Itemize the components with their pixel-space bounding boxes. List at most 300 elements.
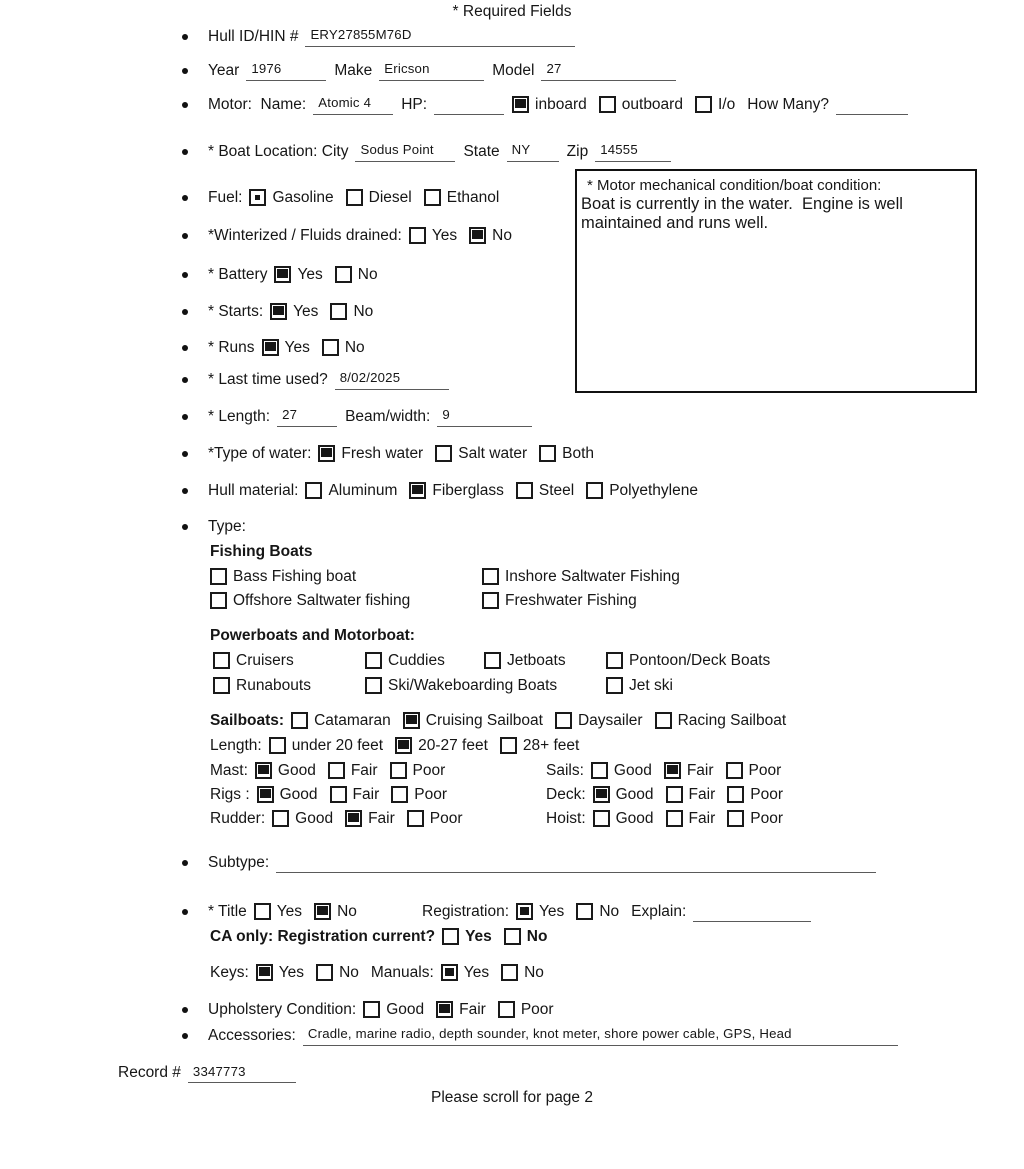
registration-no-checkbox[interactable] — [576, 903, 593, 920]
condition-box-title: * Motor mechanical condition/boat condition: — [587, 177, 882, 194]
bullet-icon — [182, 1007, 188, 1013]
sailboat-length-28-feet-checkbox[interactable] — [500, 737, 517, 754]
keys-manuals-yes-option[interactable] — [256, 964, 304, 982]
keys-manuals-no-label: No — [339, 963, 359, 981]
hull-material-label: Hull material: — [208, 481, 299, 499]
scroll-note: Please scroll for page 2 — [431, 1089, 593, 1106]
sailboats-label: Sailboats: — [210, 711, 285, 729]
sailboat-length-28-feet-option[interactable] — [500, 737, 579, 755]
rudder-poor-label: Poor — [429, 809, 463, 827]
sails-good-label: Good — [613, 761, 652, 779]
ski-wakeboarding-ski-wakeboarding-boats-checkbox[interactable] — [365, 677, 382, 694]
sailboats-cruising-sailboat-checkbox[interactable] — [403, 712, 420, 729]
motor-inboard-label: inboard — [535, 95, 587, 113]
keys-manuals-yes-label: Yes — [463, 963, 490, 981]
last-used-label: * Last time used? — [208, 370, 328, 388]
cuddies-cuddies-label: Cuddies — [388, 651, 445, 669]
upholstery-fair-label: Fair — [459, 1000, 486, 1018]
title-yes-option[interactable] — [254, 903, 302, 921]
fishing-boats-heading-row — [210, 541, 319, 562]
starts-no-checkbox[interactable] — [330, 303, 347, 320]
freshwater-fishing-freshwater-fishing-label: Freshwater Fishing — [505, 591, 637, 609]
sails-poor-checkbox[interactable] — [726, 762, 743, 779]
offshore-saltwater-offshore-saltwater-fishing-option[interactable] — [210, 592, 410, 610]
accessories-label: Accessories: — [208, 1026, 296, 1044]
cuddies-cuddies-option[interactable] — [365, 652, 445, 670]
bullet-icon — [182, 34, 188, 40]
title-row — [182, 901, 369, 922]
rigs-poor-checkbox[interactable] — [391, 786, 408, 803]
sailboats-racing-sailboat-checkbox[interactable] — [655, 712, 672, 729]
sails-poor-label: Poor — [748, 761, 782, 779]
registration-label: Registration: — [422, 902, 510, 920]
bullet-icon — [182, 524, 188, 530]
mast-fair-checkbox[interactable] — [328, 762, 345, 779]
hoist-good-option[interactable] — [593, 810, 654, 828]
bass-fishing-bass-fishing-boat-checkbox[interactable] — [210, 568, 227, 585]
water-type-salt-water-checkbox[interactable] — [435, 445, 452, 462]
motor-value: Atomic 4 — [318, 95, 372, 111]
hoist-poor-checkbox[interactable] — [727, 810, 744, 827]
mast-good-label: Good — [277, 761, 316, 779]
length-beam-label: Beam/width: — [345, 407, 431, 425]
fuel-gasoline-label: Gasoline — [272, 188, 334, 206]
mast-row — [210, 760, 457, 781]
length-beam-field[interactable] — [437, 407, 532, 427]
runs-yes-label: Yes — [284, 338, 310, 356]
runabouts-row — [213, 675, 323, 696]
length-beam-field[interactable] — [277, 407, 337, 427]
sailboats-daysailer-option[interactable] — [555, 712, 643, 730]
upholstery-poor-checkbox[interactable] — [498, 1001, 515, 1018]
inshore-saltwater-inshore-saltwater-fishing-option[interactable] — [482, 568, 680, 586]
keys-manuals-yes-checkbox[interactable] — [256, 964, 273, 981]
accessories-value: Cradle, marine radio, depth sounder, knot meter, shore power cable, GPS, Head — [307, 1026, 792, 1042]
upholstery-poor-option[interactable] — [498, 1001, 554, 1019]
motor-inboard-option[interactable] — [512, 96, 587, 114]
boat-location-field[interactable] — [595, 142, 671, 162]
water-type-salt-water-label: Salt water — [458, 444, 528, 462]
winterized-no-option[interactable] — [469, 227, 512, 245]
length-beam-label: * Length: — [208, 407, 271, 425]
deck-good-label: Good — [615, 785, 654, 803]
sailboats-racing-sailboat-label: Racing Sailboat — [677, 711, 787, 729]
keys-manuals-no-checkbox[interactable] — [501, 964, 518, 981]
jetboats-jetboats-option[interactable] — [484, 652, 566, 670]
hoist-fair-option[interactable] — [666, 810, 716, 828]
upholstery-good-label: Good — [386, 1000, 425, 1018]
sailboat-length-under-20-feet-checkbox[interactable] — [269, 737, 286, 754]
mast-poor-label: Poor — [412, 761, 446, 779]
deck-fair-option[interactable] — [666, 786, 716, 804]
hoist-poor-label: Poor — [750, 809, 783, 827]
type-label: Type: — [208, 517, 246, 535]
motor-i-o-label: I/o — [717, 95, 736, 113]
keys-manuals-no-option[interactable] — [316, 964, 359, 982]
sailboats-row — [210, 710, 798, 731]
starts-yes-checkbox[interactable] — [270, 303, 287, 320]
battery-label: * Battery — [208, 265, 268, 283]
ski-wakeboarding-ski-wakeboarding-boats-option[interactable] — [365, 677, 557, 695]
winterized-no-checkbox[interactable] — [469, 227, 486, 244]
runabouts-runabouts-label: Runabouts — [236, 676, 311, 694]
rudder-label: Rudder: — [210, 809, 266, 827]
mast-poor-option[interactable] — [390, 762, 446, 780]
rudder-row — [210, 808, 475, 829]
fuel-ethanol-option[interactable] — [424, 189, 500, 207]
jet-ski-jet-ski-label: Jet ski — [629, 676, 673, 694]
year-make-model-field[interactable] — [246, 61, 326, 81]
rudder-fair-checkbox[interactable] — [345, 810, 362, 827]
year-make-model-value: Ericson — [384, 61, 430, 77]
rudder-poor-option[interactable] — [407, 810, 463, 828]
fuel-gasoline-checkbox[interactable] — [249, 189, 266, 206]
deck-row — [546, 784, 795, 805]
registration-field[interactable] — [693, 902, 811, 922]
bullet-icon — [182, 451, 188, 457]
sails-fair-checkbox[interactable] — [664, 762, 681, 779]
starts-no-label: No — [353, 302, 374, 320]
hull-material-aluminum-checkbox[interactable] — [305, 482, 322, 499]
water-type-fresh-water-option[interactable] — [318, 445, 423, 463]
jet-ski-row — [606, 675, 685, 696]
bullet-icon — [182, 345, 188, 351]
offshore-saltwater-offshore-saltwater-fishing-label: Offshore Saltwater fishing — [233, 591, 411, 609]
fuel-gasoline-option[interactable] — [249, 189, 333, 207]
registration-yes-option[interactable] — [516, 903, 564, 921]
pontoon-deck-pontoon-deck-boats-label: Pontoon/Deck Boats — [629, 651, 771, 669]
hull-material-steel-option[interactable] — [516, 482, 574, 500]
ca-only-no-label: No — [526, 927, 548, 945]
offshore-saltwater-row — [210, 590, 422, 611]
winterized-row — [182, 225, 524, 246]
sailboats-racing-sailboat-option[interactable] — [655, 712, 787, 730]
title-no-checkbox[interactable] — [314, 903, 331, 920]
condition-box[interactable] — [575, 169, 977, 393]
fishing-boats-heading-label: Fishing Boats — [210, 542, 313, 560]
winterized-yes-checkbox[interactable] — [409, 227, 426, 244]
inshore-saltwater-inshore-saltwater-fishing-label: Inshore Saltwater Fishing — [505, 567, 680, 585]
bullet-icon — [182, 414, 188, 420]
fuel-diesel-checkbox[interactable] — [346, 189, 363, 206]
cuddies-row — [365, 650, 457, 671]
last-used-field[interactable] — [335, 370, 449, 390]
sails-good-checkbox[interactable] — [591, 762, 608, 779]
hoist-good-checkbox[interactable] — [593, 810, 610, 827]
record-row — [118, 1063, 304, 1083]
battery-yes-label: Yes — [297, 265, 323, 283]
cruisers-cruisers-label: Cruisers — [236, 651, 294, 669]
motor-outboard-checkbox[interactable] — [599, 96, 616, 113]
hull-material-fiberglass-option[interactable] — [409, 482, 504, 500]
sailboat-length-label: Length: — [210, 736, 262, 754]
record-value: 3347773 — [192, 1063, 246, 1079]
fuel-ethanol-checkbox[interactable] — [424, 189, 441, 206]
sailboat-length-under-20-feet-label: under 20 feet — [291, 736, 384, 754]
deck-fair-checkbox[interactable] — [666, 786, 683, 803]
bullet-icon — [182, 68, 188, 74]
year-make-model-row — [182, 60, 684, 81]
runs-yes-option[interactable] — [262, 339, 310, 357]
pontoon-deck-row — [606, 650, 782, 671]
hull-material-fiberglass-checkbox[interactable] — [409, 482, 426, 499]
sails-fair-label: Fair — [686, 761, 714, 779]
rudder-fair-label: Fair — [368, 809, 395, 827]
rigs-label: Rigs : — [210, 785, 250, 803]
jet-ski-jet-ski-checkbox[interactable] — [606, 677, 623, 694]
boat-location-field[interactable] — [355, 142, 455, 162]
sails-poor-option[interactable] — [726, 762, 782, 780]
hull-material-polyethylene-checkbox[interactable] — [586, 482, 603, 499]
bullet-icon — [182, 102, 188, 108]
subtype-field[interactable] — [276, 853, 876, 873]
year-make-model-label: Year — [208, 61, 240, 79]
freshwater-fishing-freshwater-fishing-checkbox[interactable] — [482, 592, 499, 609]
battery-no-option[interactable] — [335, 266, 378, 284]
title-no-option[interactable] — [314, 903, 357, 921]
starts-row — [182, 301, 385, 322]
upholstery-fair-checkbox[interactable] — [436, 1001, 453, 1018]
year-make-model-label: Model — [492, 61, 535, 79]
winterized-yes-label: Yes — [431, 226, 458, 244]
keys-manuals-yes-checkbox[interactable] — [441, 964, 458, 981]
runs-row — [182, 337, 377, 358]
motor-label: Motor: Name: — [208, 95, 307, 113]
winterized-label: *Winterized / Fluids drained: — [208, 226, 402, 244]
boat-location-row — [182, 141, 679, 162]
sails-good-option[interactable] — [591, 762, 652, 780]
rigs-fair-checkbox[interactable] — [330, 786, 347, 803]
bullet-icon — [182, 272, 188, 278]
hull-material-polyethylene-label: Polyethylene — [609, 481, 698, 499]
hull-id-field[interactable] — [305, 27, 575, 47]
ca-only-yes-option[interactable] — [442, 928, 492, 946]
registration-no-option[interactable] — [576, 903, 619, 921]
record-field[interactable] — [188, 1063, 296, 1083]
upholstery-poor-label: Poor — [520, 1000, 554, 1018]
cruisers-cruisers-checkbox[interactable] — [213, 652, 230, 669]
mast-good-checkbox[interactable] — [255, 762, 272, 779]
bullet-icon — [182, 909, 188, 915]
jetboats-row — [484, 650, 578, 671]
year-make-model-value: 27 — [546, 61, 562, 77]
freshwater-fishing-freshwater-fishing-option[interactable] — [482, 592, 637, 610]
rigs-good-option[interactable] — [257, 786, 318, 804]
runs-no-option[interactable] — [322, 339, 365, 357]
hoist-fair-checkbox[interactable] — [666, 810, 683, 827]
year-make-model-field[interactable] — [541, 61, 676, 81]
bullet-icon — [182, 377, 188, 383]
sails-fair-option[interactable] — [664, 762, 714, 780]
rigs-fair-option[interactable] — [330, 786, 380, 804]
sailboats-catamaran-option[interactable] — [291, 712, 391, 730]
rudder-poor-checkbox[interactable] — [407, 810, 424, 827]
condition-box-text: Boat is currently in the water. Engine is well maintained and runs well. — [581, 195, 908, 233]
battery-yes-checkbox[interactable] — [274, 266, 291, 283]
hull-material-aluminum-option[interactable] — [305, 482, 397, 500]
rigs-good-label: Good — [279, 785, 318, 803]
last-used-row — [182, 369, 457, 390]
freshwater-fishing-row — [482, 590, 649, 611]
winterized-no-label: No — [492, 226, 512, 244]
cruisers-cruisers-option[interactable] — [213, 652, 294, 670]
hull-material-row — [182, 480, 710, 501]
motor-i-o-option[interactable] — [695, 96, 735, 114]
offshore-saltwater-offshore-saltwater-fishing-checkbox[interactable] — [210, 592, 227, 609]
motor-field[interactable] — [313, 95, 393, 115]
rigs-row — [210, 784, 459, 805]
ski-wakeboarding-row — [365, 675, 569, 696]
water-type-label: *Type of water: — [208, 444, 312, 462]
subtype-label: Subtype: — [208, 853, 270, 871]
starts-no-option[interactable] — [330, 303, 373, 321]
cruisers-row — [213, 650, 306, 671]
keys-manuals-no-checkbox[interactable] — [316, 964, 333, 981]
rigs-good-checkbox[interactable] — [257, 786, 274, 803]
ca-only-no-checkbox[interactable] — [504, 928, 521, 945]
sailboats-daysailer-label: Daysailer — [577, 711, 643, 729]
bass-fishing-bass-fishing-boat-option[interactable] — [210, 568, 356, 586]
year-make-model-value: 1976 — [251, 61, 282, 77]
sailboat-length-under-20-feet-option[interactable] — [269, 737, 383, 755]
hoist-good-label: Good — [615, 809, 654, 827]
sailboat-length-20-27-feet-option[interactable] — [395, 737, 488, 755]
motor-outboard-option[interactable] — [599, 96, 683, 114]
keys-manuals-yes-label: Yes — [278, 963, 305, 981]
type-row — [182, 516, 253, 537]
keys-manuals-label: Keys: — [210, 963, 249, 981]
upholstery-row — [182, 999, 566, 1020]
sailboats-cruising-sailboat-option[interactable] — [403, 712, 543, 730]
fuel-ethanol-label: Ethanol — [446, 188, 500, 206]
sailboat-length-28-feet-label: 28+ feet — [522, 736, 580, 754]
water-type-both-option[interactable] — [539, 445, 594, 463]
boat-location-label: * Boat Location: City — [208, 142, 349, 160]
sailboats-daysailer-checkbox[interactable] — [555, 712, 572, 729]
upholstery-label: Upholstery Condition: — [208, 1000, 357, 1018]
pontoon-deck-pontoon-deck-boats-option[interactable] — [606, 652, 770, 670]
sailboats-cruising-sailboat-label: Cruising Sailboat — [425, 711, 543, 729]
year-make-model-field[interactable] — [379, 61, 484, 81]
registration-yes-checkbox[interactable] — [516, 903, 533, 920]
runs-yes-checkbox[interactable] — [262, 339, 279, 356]
ca-only-no-option[interactable] — [504, 928, 548, 946]
runabouts-runabouts-option[interactable] — [213, 677, 311, 695]
keys-manuals-label: Manuals: — [370, 963, 434, 981]
sailboats-catamaran-checkbox[interactable] — [291, 712, 308, 729]
fuel-diesel-option[interactable] — [346, 189, 412, 207]
rudder-good-label: Good — [295, 809, 334, 827]
motor-value — [436, 111, 439, 114]
deck-fair-label: Fair — [688, 785, 716, 803]
subtype-value — [278, 869, 281, 872]
sails-row — [546, 760, 793, 781]
motor-row — [182, 94, 916, 115]
pontoon-deck-pontoon-deck-boats-checkbox[interactable] — [606, 652, 623, 669]
hoist-poor-option[interactable] — [727, 810, 783, 828]
rigs-fair-label: Fair — [352, 785, 380, 803]
title-yes-checkbox[interactable] — [254, 903, 271, 920]
deck-poor-checkbox[interactable] — [727, 786, 744, 803]
bullet-icon — [182, 488, 188, 494]
hull-id-label: Hull ID/HIN # — [208, 27, 299, 45]
motor-i-o-checkbox[interactable] — [695, 96, 712, 113]
mast-good-option[interactable] — [255, 762, 316, 780]
accessories-field[interactable] — [303, 1026, 898, 1046]
registration-no-label: No — [599, 902, 620, 920]
ca-only-label: CA only: Registration current? — [210, 927, 436, 945]
deck-poor-option[interactable] — [727, 786, 783, 804]
sailboat-length-20-27-feet-label: 20-27 feet — [418, 736, 488, 754]
motor-field[interactable] — [836, 95, 908, 115]
ca-only-row — [210, 926, 559, 947]
hull-material-aluminum-label: Aluminum — [328, 481, 398, 499]
starts-yes-option[interactable] — [270, 303, 318, 321]
rudder-good-option[interactable] — [272, 810, 333, 828]
deck-label: Deck: — [546, 785, 586, 803]
hull-material-polyethylene-option[interactable] — [586, 482, 698, 500]
mast-poor-checkbox[interactable] — [390, 762, 407, 779]
runs-no-label: No — [344, 338, 365, 356]
battery-no-checkbox[interactable] — [335, 266, 352, 283]
keys-manuals-no-option[interactable] — [501, 964, 544, 982]
bullet-icon — [182, 860, 188, 866]
starts-label: * Starts: — [208, 302, 264, 320]
hoist-row — [546, 808, 795, 829]
runs-label: * Runs — [208, 338, 255, 356]
rudder-fair-option[interactable] — [345, 810, 395, 828]
hull-material-steel-checkbox[interactable] — [516, 482, 533, 499]
upholstery-fair-option[interactable] — [436, 1001, 486, 1019]
deck-good-checkbox[interactable] — [593, 786, 610, 803]
length-beam-value: 9 — [442, 407, 450, 423]
runs-no-checkbox[interactable] — [322, 339, 339, 356]
runabouts-runabouts-checkbox[interactable] — [213, 677, 230, 694]
keys-manuals-no-label: No — [524, 963, 544, 981]
water-type-fresh-water-checkbox[interactable] — [318, 445, 335, 462]
upholstery-good-option[interactable] — [363, 1001, 424, 1019]
upholstery-good-checkbox[interactable] — [363, 1001, 380, 1018]
motor-field[interactable] — [434, 95, 504, 115]
winterized-yes-option[interactable] — [409, 227, 457, 245]
sailboat-length-20-27-feet-checkbox[interactable] — [395, 737, 412, 754]
deck-good-option[interactable] — [593, 786, 654, 804]
cuddies-cuddies-checkbox[interactable] — [365, 652, 382, 669]
motor-inboard-checkbox[interactable] — [512, 96, 529, 113]
jet-ski-jet-ski-option[interactable] — [606, 677, 673, 695]
bullet-icon — [182, 195, 188, 201]
keys-manuals-yes-option[interactable] — [441, 964, 489, 982]
motor-value — [838, 111, 841, 114]
ca-only-yes-checkbox[interactable] — [442, 928, 459, 945]
registration-row — [422, 901, 819, 922]
bullet-icon — [182, 149, 188, 155]
jetboats-jetboats-checkbox[interactable] — [484, 652, 501, 669]
boat-location-field[interactable] — [507, 142, 559, 162]
water-type-salt-water-option[interactable] — [435, 445, 527, 463]
powerboats-heading-row — [210, 625, 422, 646]
rigs-poor-option[interactable] — [391, 786, 447, 804]
battery-yes-option[interactable] — [274, 266, 322, 284]
last-used-value: 8/02/2025 — [339, 370, 401, 386]
inshore-saltwater-inshore-saltwater-fishing-checkbox[interactable] — [482, 568, 499, 585]
fuel-diesel-label: Diesel — [368, 188, 412, 206]
length-beam-value: 27 — [282, 407, 298, 423]
water-type-both-checkbox[interactable] — [539, 445, 556, 462]
rudder-good-checkbox[interactable] — [272, 810, 289, 827]
bass-fishing-row — [210, 566, 368, 587]
mast-fair-option[interactable] — [328, 762, 378, 780]
